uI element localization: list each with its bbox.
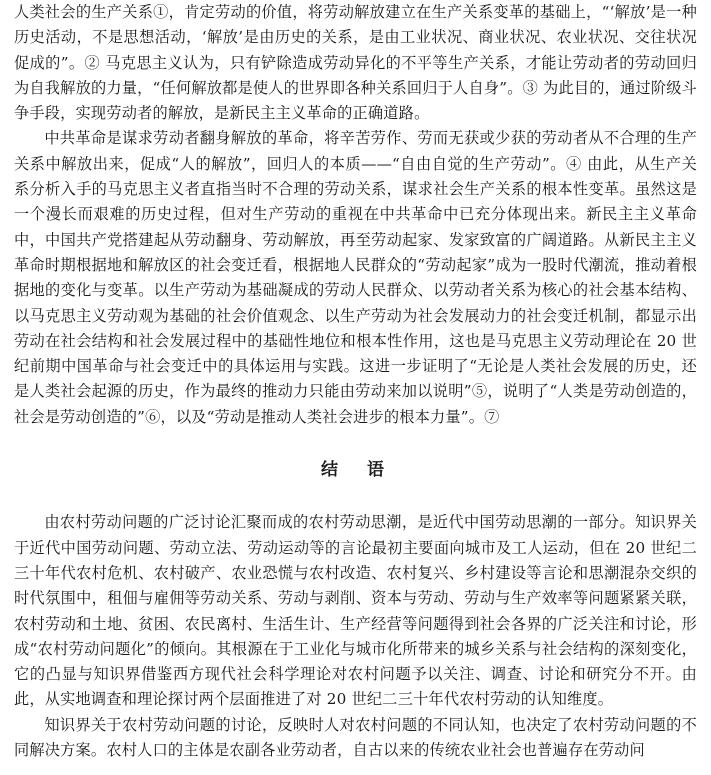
body-bottom [14, 510, 697, 763]
paragraph: 人类社会的生产关系①，肯定劳动的价值，将劳动解放建立在生产关系变革的基础上，“‘解放’是一种历史活动，不是思想活动，‘解放’是由历史的关系，是由工业状况、商业状况、农业状况、交往状况促成的”。② 马克思主义认为，只有铲除造成劳动异化的不平等生产关系，才能让劳动者的劳动回归为自我解放的力量，“任何解放都是使人的世界即各种关系回归于人自身”。③ 为此目的，通过阶级斗争手段，实现劳动者的解放，是新民主主义革命的正确道路。 [14, 3, 697, 123]
section-heading: 结 语 [321, 460, 390, 481]
paragraph: 中共革命是谋求劳动者翻身解放的革命，将辛苦劳作、劳而无获或少获的劳动者从不合理的生产关系中解放出来，促成“人的解放”，回归人的本质——“自由自觉的生产劳动”。④ 由此，从生产关系分析入手的马克思主义者直指当时不合理的劳动关系，谋求社会生产关系的根本性变革。虽然这是一个漫长而艰难的历史过程，但对生产劳动的重视在中共革命中已充分体现出来。新民主主义革命中，中国共产党搭建起从劳动翻身、劳动解放，再至劳动起家、发家致富的广阔道路。从新民主主义革命时期根据地和解放区的社会变迁看，根据地人民群众的“劳动起家”成为一股时代潮流，推动着根据地的变化与变革。以生产劳动为基础凝成的劳动人民群众、以劳动者关系为核心的社会基本结构、以马克思主义劳动观为基础的社会价值观念、以生产劳动为社会发展动力的社会变迁机制，都显示出劳动在社会结构和社会发展过程中的基础性地位和根本性作用，这也是马克思主义劳动理论在 20 世纪前期中国革命与社会变迁中的具体运用与实践。这进一步证明了“无论是人类社会发展的历史，还是人类社会起源的历史，作为最终的推动力只能由劳动来加以说明”⑤，说明了“人类是劳动创造的，社会是劳动创造的”⑥，以及“劳动是推动人类社会进步的根本力量”。⑦ [14, 129, 697, 426]
paragraph: 知识界关于农村劳动问题的讨论，反映时人对农村问题的不同认知，也决定了农村劳动问题的不同解决方案。农村人口的主体是农副各业劳动者，自古以来的传统农业社会也普遍存在劳动问 [14, 715, 697, 760]
body-top [14, 0, 697, 430]
paragraph: 由农村劳动问题的广泛讨论汇聚而成的农村劳动思潮，是近代中国劳动思潮的一部分。知识界关于近代中国劳动问题、劳动立法、劳动运动等的言论最初主要面向城市及工人运动，但在 20 世纪二三十年代农村危机、农村破产、农业恐慌与农村改造、农村复兴、乡村建设等言论和思潮混杂交织的时代氛围中，租佃与雇佣等劳动关系、劳动与剥削、资本与劳动、劳动与生产效率等问题紧紧关联，农村劳动和土地、贫困、农民离村、生活生计、生产经营等问题得到社会各界的广泛关注和讨论，形成“农村劳动问题化”的倾向。其根源在于工业化与城市化所带来的城乡关系与社会结构的深刻变化，它的凸显与知识界借鉴西方现代社会科学理论对农村问题予以关注、调查、讨论和研究分不开。由此，从实地调查和理论探讨两个层面推进了对 20 世纪二三十年代农村劳动的认知维度。 [14, 513, 697, 709]
